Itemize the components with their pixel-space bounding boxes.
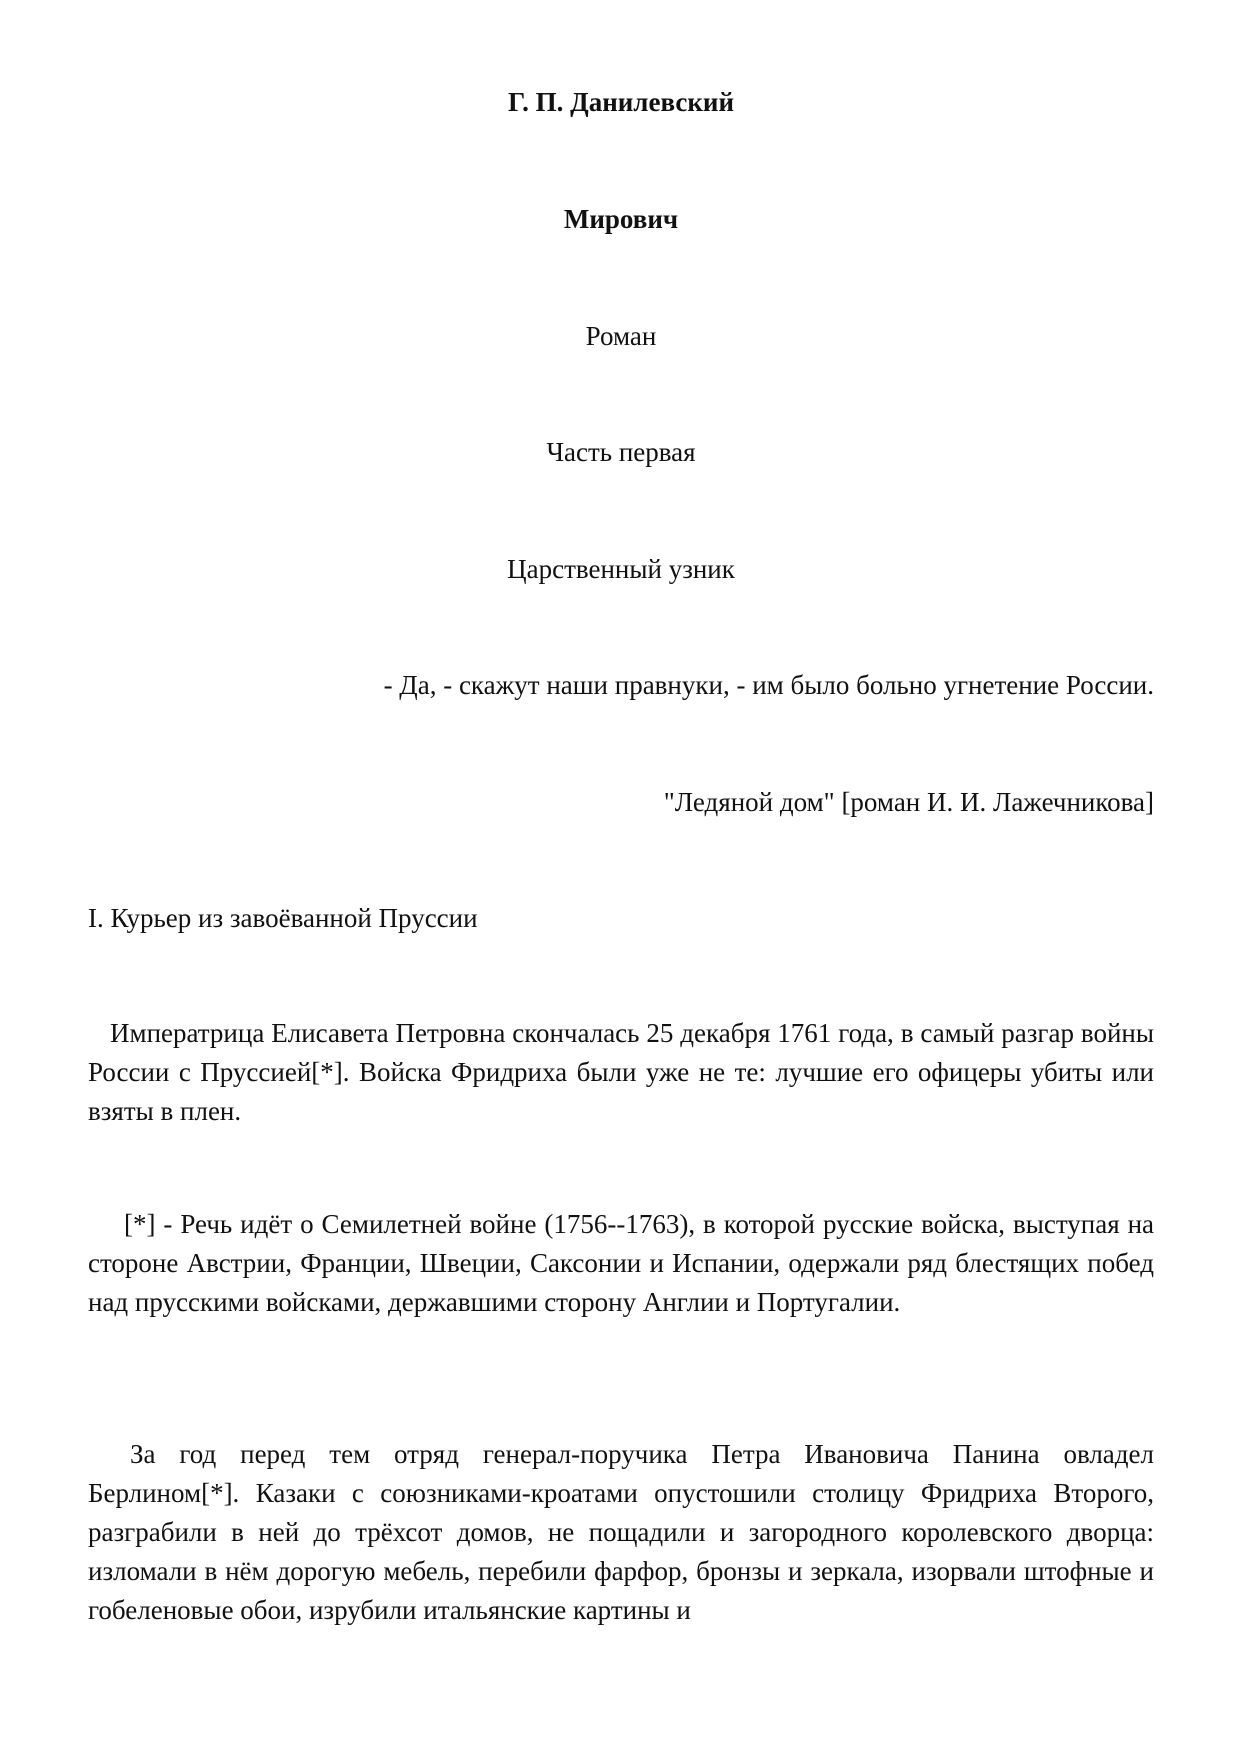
footnote-paragraph: [*] - Речь идёт о Семилетней войне (1756--1763), в которой русские войска, выступая на стороне Австрии, Франции, Швеции, Саксонии и Испании, одержали ряд блестящих побед над прусскими войсками, державшими сторону Англии и Португалии. [88, 1209, 1154, 1317]
paragraph-1: Императрица Елисавета Петровна скончалась 25 декабря 1761 года, в самый разгар войны России с Пруссией[*]. Войска Фридриха были уже не те: лучшие его офицеры убиты или взяты в плен. [88, 1018, 1154, 1126]
part-title: Царственный узник [507, 554, 735, 584]
paragraph-2: За год перед тем отряд генерал-поручика Петра Ивановича Панина овладел Берлином[*]. Казаки с союзниками-кроатами опустошили столицу Фридриха Второго, разграбили в ней до трёхсот домов, не пощадили и загородного королевского дворца: изломали в нём дорогую мебель, перебили фарфор, бронзы и зеркала, изорвали штофные и гобеленовые обои, изрубили итальянские картины и [88, 1439, 1154, 1625]
epigraph-quote: - Да, - скажут наши правнуки, - им было больно угнетение России. [383, 670, 1154, 700]
epigraph-source: "Ледяной дом" [роман И. И. Лажечникова] [663, 787, 1154, 817]
chapter-heading: I. Курьер из завоёванной Пруссии [88, 903, 478, 933]
author-name: Г. П. Данилевский [507, 87, 735, 117]
part-label: Часть первая [546, 437, 696, 467]
book-title: Мирович [563, 204, 679, 234]
genre-label: Роман [585, 321, 657, 351]
